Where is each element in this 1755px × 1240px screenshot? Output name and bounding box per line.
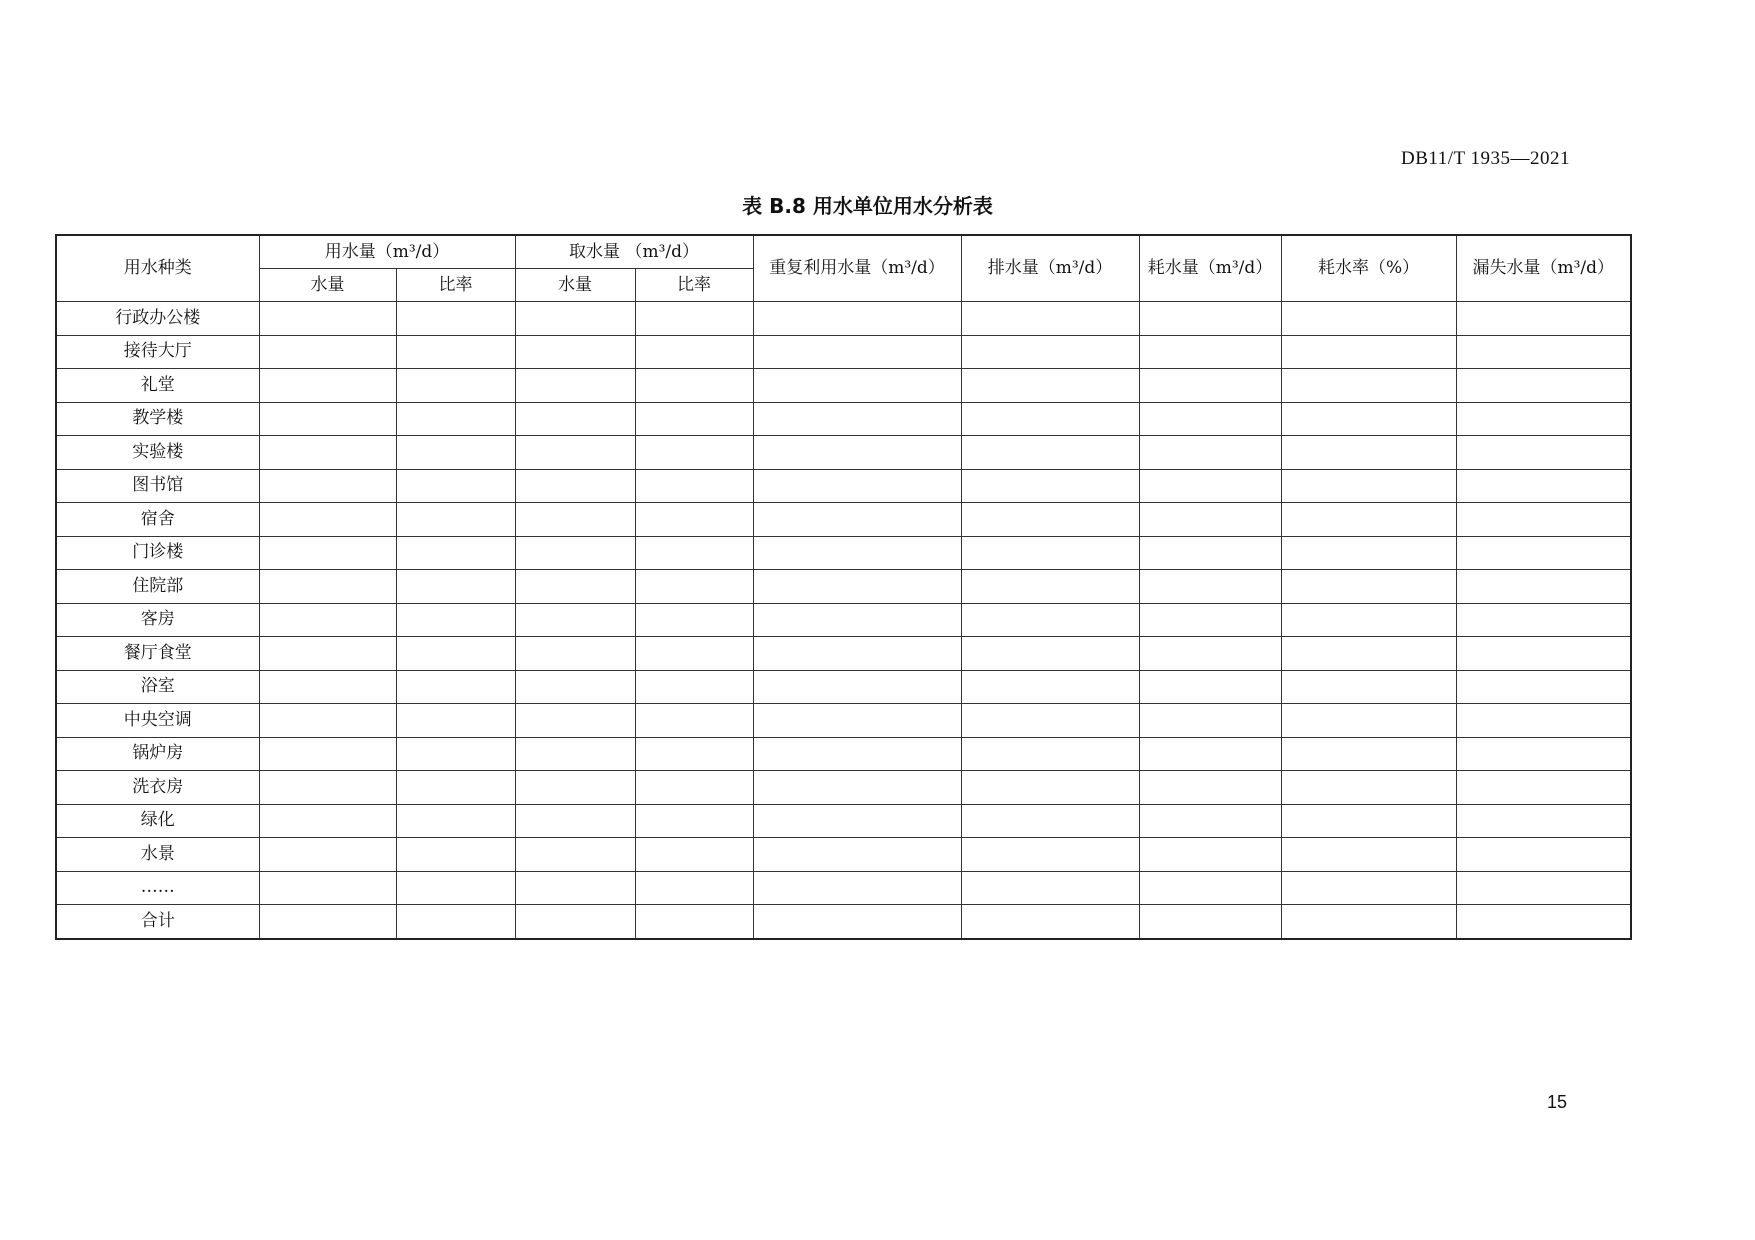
header-row-1	[56, 235, 1631, 269]
empty-value-cell	[1139, 469, 1281, 503]
empty-value-cell	[635, 503, 753, 537]
empty-value-cell	[1281, 369, 1456, 403]
empty-value-cell	[961, 838, 1139, 872]
table-row	[56, 536, 1631, 570]
empty-value-cell	[515, 603, 635, 637]
empty-value-cell	[259, 603, 396, 637]
document-code: DB11/T 1935—2021	[1401, 148, 1570, 169]
empty-value-cell	[961, 603, 1139, 637]
empty-value-cell	[1281, 838, 1456, 872]
empty-value-cell	[259, 436, 396, 470]
empty-value-cell	[515, 637, 635, 671]
empty-value-cell	[1456, 905, 1631, 939]
row-label: ……	[56, 871, 259, 905]
empty-value-cell	[259, 704, 396, 738]
empty-value-cell	[961, 704, 1139, 738]
empty-value-cell	[961, 905, 1139, 939]
table-row	[56, 369, 1631, 403]
empty-value-cell	[753, 871, 961, 905]
empty-value-cell	[259, 302, 396, 336]
empty-value-cell	[396, 905, 515, 939]
empty-value-cell	[515, 670, 635, 704]
row-label: 锅炉房	[56, 737, 259, 771]
empty-value-cell	[753, 670, 961, 704]
table-row	[56, 570, 1631, 604]
empty-value-cell	[259, 536, 396, 570]
empty-value-cell	[1456, 536, 1631, 570]
row-label: 客房	[56, 603, 259, 637]
empty-value-cell	[1139, 804, 1281, 838]
empty-value-cell	[635, 771, 753, 805]
row-label: 宿舍	[56, 503, 259, 537]
table-row	[56, 637, 1631, 671]
empty-value-cell	[1281, 804, 1456, 838]
table-row	[56, 871, 1631, 905]
empty-value-cell	[753, 402, 961, 436]
empty-value-cell	[396, 469, 515, 503]
empty-value-cell	[1456, 670, 1631, 704]
empty-value-cell	[515, 771, 635, 805]
empty-value-cell	[259, 335, 396, 369]
empty-value-cell	[1139, 369, 1281, 403]
empty-value-cell	[1281, 670, 1456, 704]
empty-value-cell	[753, 804, 961, 838]
row-label: 实验楼	[56, 436, 259, 470]
empty-value-cell	[396, 603, 515, 637]
row-label: 图书馆	[56, 469, 259, 503]
col-header-consumption-rate: 耗水率（%）	[1281, 235, 1456, 302]
table-row	[56, 737, 1631, 771]
empty-value-cell	[753, 771, 961, 805]
empty-value-cell	[635, 402, 753, 436]
page-number: 15	[1546, 1092, 1567, 1112]
empty-value-cell	[1281, 469, 1456, 503]
empty-value-cell	[961, 570, 1139, 604]
col-header-water-use: 用水量（m³/d）	[259, 235, 515, 269]
empty-value-cell	[259, 905, 396, 939]
empty-value-cell	[961, 737, 1139, 771]
col-header-type: 用水种类	[56, 235, 259, 302]
empty-value-cell	[1281, 402, 1456, 436]
empty-value-cell	[515, 369, 635, 403]
empty-value-cell	[1456, 838, 1631, 872]
empty-value-cell	[259, 402, 396, 436]
table-body	[56, 302, 1631, 939]
empty-value-cell	[1139, 402, 1281, 436]
table-row	[56, 402, 1631, 436]
empty-value-cell	[396, 335, 515, 369]
empty-value-cell	[396, 670, 515, 704]
empty-value-cell	[515, 737, 635, 771]
col-header-leakage: 漏失水量（m³/d）	[1456, 235, 1631, 302]
row-label: 中央空调	[56, 704, 259, 738]
row-label: 绿化	[56, 804, 259, 838]
empty-value-cell	[961, 469, 1139, 503]
row-label: 礼堂	[56, 369, 259, 403]
empty-value-cell	[635, 536, 753, 570]
empty-value-cell	[515, 402, 635, 436]
row-label: 合计	[56, 905, 259, 939]
empty-value-cell	[259, 871, 396, 905]
empty-value-cell	[259, 570, 396, 604]
empty-value-cell	[1139, 603, 1281, 637]
row-label: 浴室	[56, 670, 259, 704]
empty-value-cell	[753, 369, 961, 403]
empty-value-cell	[1456, 302, 1631, 336]
empty-value-cell	[1456, 335, 1631, 369]
empty-value-cell	[396, 369, 515, 403]
empty-value-cell	[1281, 637, 1456, 671]
empty-value-cell	[1281, 905, 1456, 939]
empty-value-cell	[396, 436, 515, 470]
empty-value-cell	[515, 838, 635, 872]
empty-value-cell	[753, 335, 961, 369]
row-label: 行政办公楼	[56, 302, 259, 336]
col-header-consumption: 耗水量（m³/d）	[1139, 235, 1281, 302]
empty-value-cell	[961, 804, 1139, 838]
empty-value-cell	[753, 737, 961, 771]
empty-value-cell	[753, 704, 961, 738]
empty-value-cell	[1139, 771, 1281, 805]
empty-value-cell	[259, 838, 396, 872]
empty-value-cell	[635, 436, 753, 470]
empty-value-cell	[515, 871, 635, 905]
empty-value-cell	[1456, 603, 1631, 637]
empty-value-cell	[259, 670, 396, 704]
table-row	[56, 503, 1631, 537]
empty-value-cell	[1456, 637, 1631, 671]
table-row	[56, 436, 1631, 470]
col-header-drainage: 排水量（m³/d）	[961, 235, 1139, 302]
empty-value-cell	[635, 637, 753, 671]
sub-header-use-ratio: 比率	[396, 269, 515, 302]
empty-value-cell	[753, 536, 961, 570]
empty-value-cell	[1139, 905, 1281, 939]
empty-value-cell	[753, 469, 961, 503]
empty-value-cell	[259, 469, 396, 503]
row-label: 接待大厅	[56, 335, 259, 369]
row-label: 住院部	[56, 570, 259, 604]
empty-value-cell	[1456, 503, 1631, 537]
empty-value-cell	[753, 503, 961, 537]
empty-value-cell	[753, 436, 961, 470]
empty-value-cell	[1281, 503, 1456, 537]
row-label: 门诊楼	[56, 536, 259, 570]
empty-value-cell	[1456, 570, 1631, 604]
empty-value-cell	[1281, 737, 1456, 771]
empty-value-cell	[635, 570, 753, 604]
empty-value-cell	[1139, 838, 1281, 872]
empty-value-cell	[753, 637, 961, 671]
empty-value-cell	[1139, 704, 1281, 738]
empty-value-cell	[753, 905, 961, 939]
empty-value-cell	[259, 737, 396, 771]
table-row	[56, 804, 1631, 838]
empty-value-cell	[1139, 503, 1281, 537]
empty-value-cell	[396, 838, 515, 872]
empty-value-cell	[1281, 570, 1456, 604]
empty-value-cell	[961, 871, 1139, 905]
empty-value-cell	[1139, 302, 1281, 336]
empty-value-cell	[1281, 436, 1456, 470]
col-header-water-intake: 取水量 （m³/d）	[515, 235, 753, 269]
empty-value-cell	[396, 302, 515, 336]
empty-value-cell	[961, 503, 1139, 537]
empty-value-cell	[961, 771, 1139, 805]
empty-value-cell	[1281, 335, 1456, 369]
sub-header-intake-ratio: 比率	[635, 269, 753, 302]
empty-value-cell	[753, 603, 961, 637]
row-label: 水景	[56, 838, 259, 872]
empty-value-cell	[515, 503, 635, 537]
water-analysis-table	[55, 234, 1632, 940]
empty-value-cell	[753, 838, 961, 872]
empty-value-cell	[635, 804, 753, 838]
empty-value-cell	[635, 737, 753, 771]
table-row	[56, 771, 1631, 805]
table-title: 表 B.8 用水单位用水分析表	[742, 194, 993, 218]
table-row	[56, 838, 1631, 872]
empty-value-cell	[396, 871, 515, 905]
empty-value-cell	[1281, 302, 1456, 336]
table-row	[56, 603, 1631, 637]
empty-value-cell	[635, 469, 753, 503]
table-row	[56, 905, 1631, 939]
empty-value-cell	[961, 536, 1139, 570]
empty-value-cell	[1139, 670, 1281, 704]
empty-value-cell	[1139, 436, 1281, 470]
empty-value-cell	[961, 335, 1139, 369]
empty-value-cell	[515, 335, 635, 369]
empty-value-cell	[515, 436, 635, 470]
empty-value-cell	[1281, 704, 1456, 738]
empty-value-cell	[1139, 737, 1281, 771]
empty-value-cell	[396, 637, 515, 671]
row-label: 餐厅食堂	[56, 637, 259, 671]
empty-value-cell	[961, 637, 1139, 671]
empty-value-cell	[1456, 771, 1631, 805]
empty-value-cell	[635, 704, 753, 738]
empty-value-cell	[1281, 871, 1456, 905]
empty-value-cell	[635, 369, 753, 403]
empty-value-cell	[259, 503, 396, 537]
empty-value-cell	[1456, 402, 1631, 436]
empty-value-cell	[1456, 469, 1631, 503]
table-row	[56, 704, 1631, 738]
empty-value-cell	[515, 905, 635, 939]
empty-value-cell	[1281, 603, 1456, 637]
empty-value-cell	[259, 369, 396, 403]
empty-value-cell	[1139, 570, 1281, 604]
empty-value-cell	[259, 804, 396, 838]
empty-value-cell	[1456, 436, 1631, 470]
table-row	[56, 335, 1631, 369]
empty-value-cell	[1281, 536, 1456, 570]
empty-value-cell	[635, 670, 753, 704]
empty-value-cell	[1139, 335, 1281, 369]
empty-value-cell	[515, 469, 635, 503]
empty-value-cell	[1139, 536, 1281, 570]
empty-value-cell	[515, 804, 635, 838]
empty-value-cell	[753, 570, 961, 604]
empty-value-cell	[515, 536, 635, 570]
empty-value-cell	[396, 737, 515, 771]
empty-value-cell	[515, 704, 635, 738]
table-row	[56, 670, 1631, 704]
empty-value-cell	[259, 637, 396, 671]
empty-value-cell	[396, 402, 515, 436]
empty-value-cell	[1281, 771, 1456, 805]
empty-value-cell	[1456, 804, 1631, 838]
sub-header-use-amount: 水量	[259, 269, 396, 302]
empty-value-cell	[961, 670, 1139, 704]
row-label: 洗衣房	[56, 771, 259, 805]
empty-value-cell	[635, 838, 753, 872]
empty-value-cell	[396, 570, 515, 604]
empty-value-cell	[396, 503, 515, 537]
empty-value-cell	[635, 905, 753, 939]
empty-value-cell	[635, 871, 753, 905]
table-row	[56, 302, 1631, 336]
empty-value-cell	[961, 436, 1139, 470]
empty-value-cell	[635, 335, 753, 369]
row-label: 教学楼	[56, 402, 259, 436]
empty-value-cell	[961, 302, 1139, 336]
empty-value-cell	[753, 302, 961, 336]
empty-value-cell	[961, 369, 1139, 403]
empty-value-cell	[961, 402, 1139, 436]
empty-value-cell	[1456, 871, 1631, 905]
empty-value-cell	[396, 536, 515, 570]
empty-value-cell	[515, 302, 635, 336]
empty-value-cell	[396, 771, 515, 805]
sub-header-intake-amount: 水量	[515, 269, 635, 302]
empty-value-cell	[1456, 369, 1631, 403]
empty-value-cell	[396, 704, 515, 738]
empty-value-cell	[1456, 737, 1631, 771]
empty-value-cell	[635, 603, 753, 637]
empty-value-cell	[1139, 637, 1281, 671]
empty-value-cell	[515, 570, 635, 604]
empty-value-cell	[1139, 871, 1281, 905]
table-row	[56, 469, 1631, 503]
col-header-reuse: 重复利用水量（m³/d）	[753, 235, 961, 302]
empty-value-cell	[396, 804, 515, 838]
empty-value-cell	[1456, 704, 1631, 738]
empty-value-cell	[635, 302, 753, 336]
empty-value-cell	[259, 771, 396, 805]
